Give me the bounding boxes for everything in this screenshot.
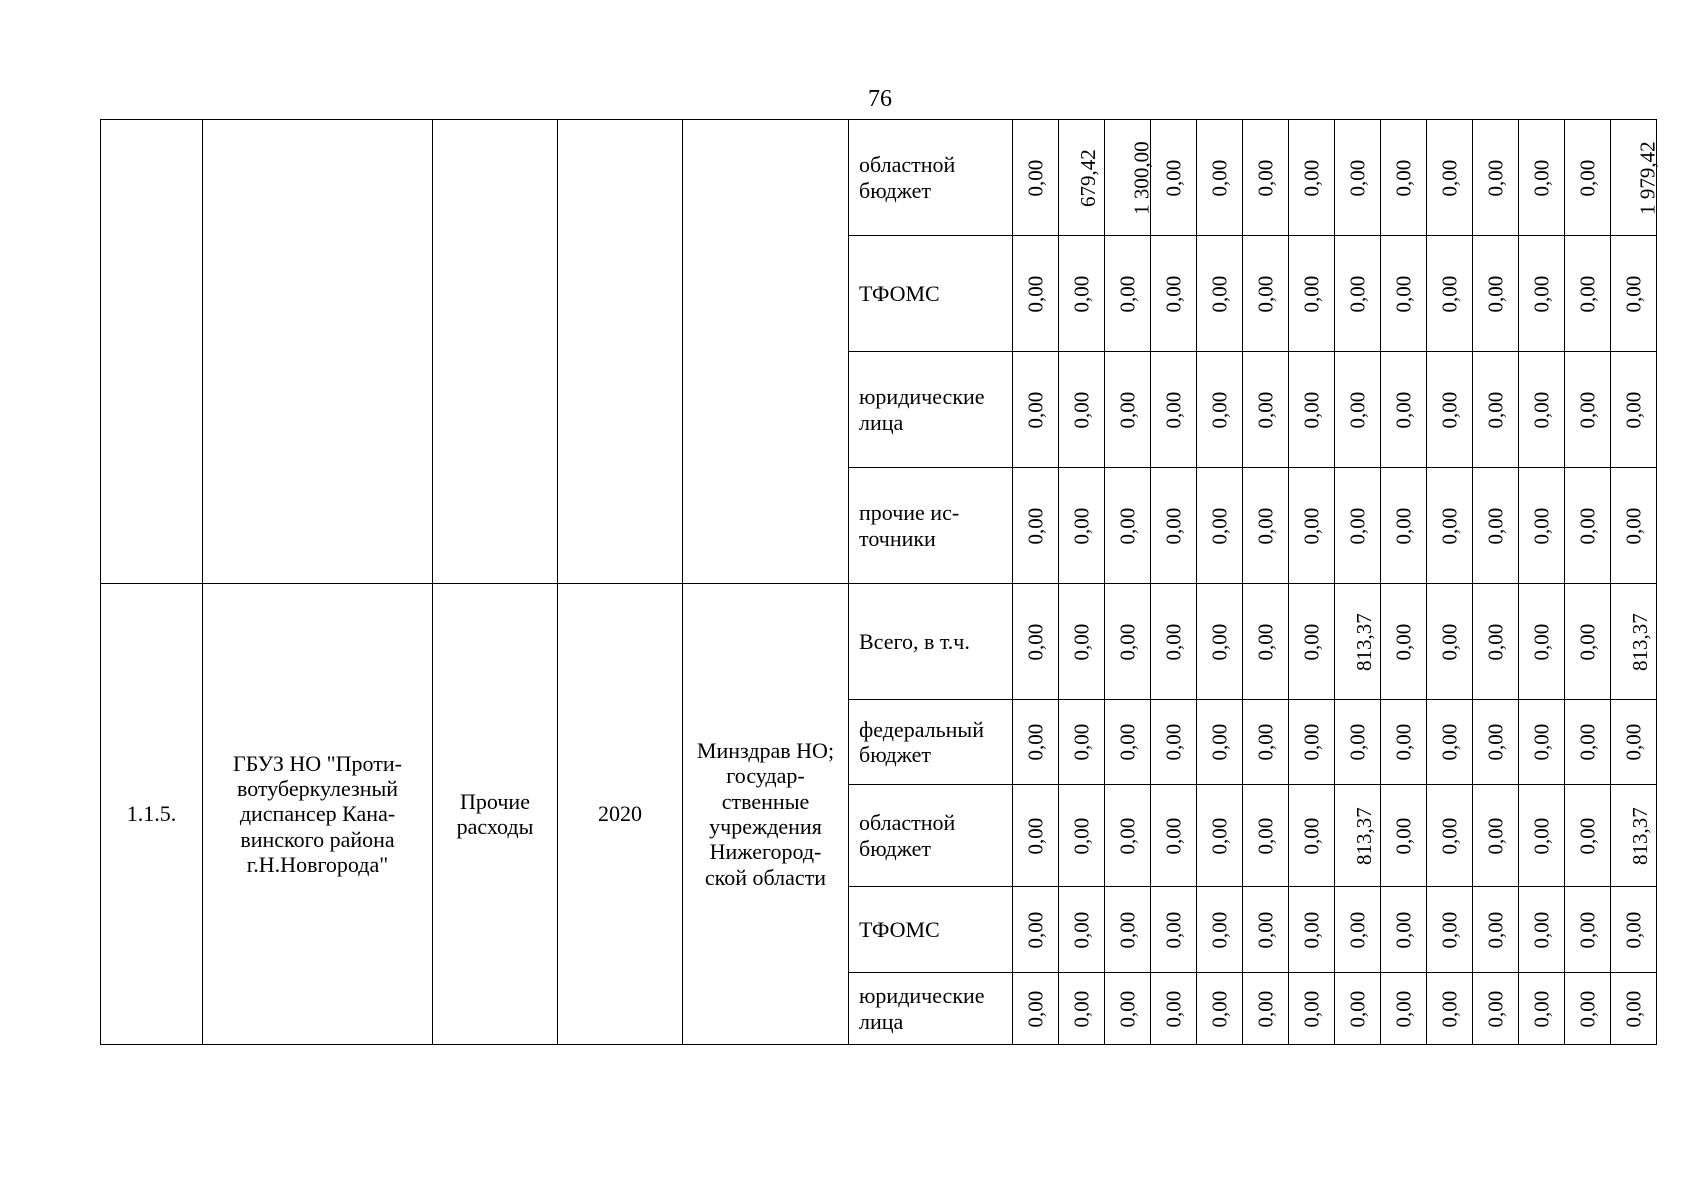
value-cell: 0,00 bbox=[1519, 887, 1565, 973]
total-cell: 0,00 bbox=[1611, 352, 1657, 468]
value-cell: 0,00 bbox=[1197, 236, 1243, 352]
value-cell: 0,00 bbox=[1473, 468, 1519, 584]
value-cell: 0,00 bbox=[1519, 785, 1565, 887]
value-cell: 0,00 bbox=[1105, 352, 1151, 468]
value-cell: 0,00 bbox=[1059, 468, 1105, 584]
value-cell: 0,00 bbox=[1105, 584, 1151, 700]
value-cell: 0,00 bbox=[1565, 120, 1611, 236]
value-cell: 0,00 bbox=[1289, 584, 1335, 700]
value-cell: 0,00 bbox=[1197, 700, 1243, 785]
value-cell: 0,00 bbox=[1289, 468, 1335, 584]
value-cell: 0,00 bbox=[1335, 973, 1381, 1045]
value-cell: 0,00 bbox=[1197, 352, 1243, 468]
value-cell: 0,00 bbox=[1565, 785, 1611, 887]
value-cell: 0,00 bbox=[1243, 236, 1289, 352]
value-cell: 0,00 bbox=[1197, 584, 1243, 700]
value-cell: 0,00 bbox=[1565, 887, 1611, 973]
value-cell: 0,00 bbox=[1013, 120, 1059, 236]
value-cell: 0,00 bbox=[1105, 887, 1151, 973]
total-cell: 0,00 bbox=[1611, 700, 1657, 785]
year-cell-empty bbox=[558, 120, 683, 584]
value-cell: 0,00 bbox=[1243, 785, 1289, 887]
value-cell: 0,00 bbox=[1565, 584, 1611, 700]
table-row bbox=[101, 584, 1657, 700]
value-cell: 813,37 bbox=[1335, 584, 1381, 700]
value-cell: 0,00 bbox=[1059, 352, 1105, 468]
value-cell: 0,00 bbox=[1565, 468, 1611, 584]
value-cell: 0,00 bbox=[1151, 120, 1197, 236]
value-cell: 0,00 bbox=[1565, 352, 1611, 468]
value-cell: 0,00 bbox=[1335, 700, 1381, 785]
value-cell: 0,00 bbox=[1519, 973, 1565, 1045]
value-cell: 0,00 bbox=[1289, 700, 1335, 785]
expense-cell-empty bbox=[433, 120, 558, 584]
executor-cell-empty bbox=[683, 120, 849, 584]
value-cell: 0,00 bbox=[1427, 468, 1473, 584]
value-cell: 0,00 bbox=[1335, 887, 1381, 973]
value-cell: 0,00 bbox=[1519, 584, 1565, 700]
value-cell: 0,00 bbox=[1243, 973, 1289, 1045]
value-cell: 0,00 bbox=[1013, 785, 1059, 887]
value-cell: 0,00 bbox=[1381, 887, 1427, 973]
value-cell: 0,00 bbox=[1519, 468, 1565, 584]
value-cell: 0,00 bbox=[1059, 584, 1105, 700]
value-cell: 0,00 bbox=[1565, 973, 1611, 1045]
value-cell: 0,00 bbox=[1427, 887, 1473, 973]
value-cell: 0,00 bbox=[1151, 887, 1197, 973]
budget-table bbox=[100, 119, 1660, 1045]
value-cell: 0,00 bbox=[1197, 120, 1243, 236]
value-cell: 0,00 bbox=[1473, 700, 1519, 785]
total-cell: 0,00 bbox=[1611, 887, 1657, 973]
value-cell: 0,00 bbox=[1243, 468, 1289, 584]
number-cell-empty bbox=[101, 120, 203, 584]
value-cell: 0,00 bbox=[1381, 785, 1427, 887]
value-cell: 0,00 bbox=[1381, 120, 1427, 236]
value-cell: 0,00 bbox=[1519, 236, 1565, 352]
value-cell: 0,00 bbox=[1151, 700, 1197, 785]
item-number: 1.1.5. bbox=[101, 584, 203, 1045]
value-cell: 0,00 bbox=[1151, 785, 1197, 887]
table-row bbox=[101, 120, 1657, 236]
total-cell: 0,00 bbox=[1611, 973, 1657, 1045]
value-cell: 0,00 bbox=[1427, 973, 1473, 1045]
value-cell: 0,00 bbox=[1289, 236, 1335, 352]
value-cell: 0,00 bbox=[1059, 236, 1105, 352]
value-cell: 0,00 bbox=[1427, 352, 1473, 468]
value-cell: 679,42 bbox=[1059, 120, 1105, 236]
value-cell: 813,37 bbox=[1335, 785, 1381, 887]
value-cell: 0,00 bbox=[1059, 785, 1105, 887]
value-cell: 0,00 bbox=[1473, 785, 1519, 887]
value-cell: 0,00 bbox=[1335, 468, 1381, 584]
value-cell: 0,00 bbox=[1105, 785, 1151, 887]
page-number: 76 bbox=[868, 86, 892, 112]
source-label: юридические лица bbox=[849, 352, 1013, 468]
total-cell: 0,00 bbox=[1611, 236, 1657, 352]
value-cell: 0,00 bbox=[1381, 468, 1427, 584]
value-cell: 0,00 bbox=[1151, 973, 1197, 1045]
value-cell: 0,00 bbox=[1013, 236, 1059, 352]
value-cell: 0,00 bbox=[1151, 468, 1197, 584]
value-cell: 0,00 bbox=[1105, 468, 1151, 584]
value-cell: 0,00 bbox=[1335, 352, 1381, 468]
item-year: 2020 bbox=[558, 584, 683, 1045]
value-cell: 0,00 bbox=[1197, 973, 1243, 1045]
value-cell: 0,00 bbox=[1427, 584, 1473, 700]
value-cell: 0,00 bbox=[1427, 785, 1473, 887]
value-cell: 0,00 bbox=[1289, 352, 1335, 468]
item-name: ГБУЗ НО "Проти-вотуберкулезный диспансер Кана-винского района г.Н.Новгорода" bbox=[203, 584, 433, 1045]
value-cell: 0,00 bbox=[1151, 236, 1197, 352]
total-cell: 813,37 bbox=[1611, 584, 1657, 700]
total-cell: 1 979,42 bbox=[1611, 120, 1657, 236]
total-cell: 813,37 bbox=[1611, 785, 1657, 887]
value-cell: 0,00 bbox=[1197, 785, 1243, 887]
value-cell: 0,00 bbox=[1059, 973, 1105, 1045]
source-label: прочие ис-точники bbox=[849, 468, 1013, 584]
source-label: федеральный бюджет bbox=[849, 700, 1013, 785]
value-cell: 0,00 bbox=[1197, 468, 1243, 584]
value-cell: 0,00 bbox=[1013, 352, 1059, 468]
value-cell: 0,00 bbox=[1059, 700, 1105, 785]
source-label: областной бюджет bbox=[849, 120, 1013, 236]
value-cell: 0,00 bbox=[1473, 352, 1519, 468]
value-cell: 0,00 bbox=[1473, 584, 1519, 700]
value-cell: 0,00 bbox=[1013, 584, 1059, 700]
value-cell: 0,00 bbox=[1565, 700, 1611, 785]
value-cell: 0,00 bbox=[1335, 120, 1381, 236]
value-cell: 0,00 bbox=[1381, 352, 1427, 468]
value-cell: 0,00 bbox=[1243, 120, 1289, 236]
value-cell: 0,00 bbox=[1105, 973, 1151, 1045]
executor: Минздрав НО; государ-ственные учреждения Нижегород-ской области bbox=[683, 584, 849, 1045]
value-cell: 1 300,00 bbox=[1105, 120, 1151, 236]
value-cell: 0,00 bbox=[1519, 352, 1565, 468]
value-cell: 0,00 bbox=[1427, 700, 1473, 785]
value-cell: 0,00 bbox=[1473, 120, 1519, 236]
value-cell: 0,00 bbox=[1151, 584, 1197, 700]
value-cell: 0,00 bbox=[1473, 887, 1519, 973]
value-cell: 0,00 bbox=[1473, 236, 1519, 352]
value-cell: 0,00 bbox=[1059, 887, 1105, 973]
value-cell: 0,00 bbox=[1381, 700, 1427, 785]
value-cell: 0,00 bbox=[1013, 973, 1059, 1045]
value-cell: 0,00 bbox=[1243, 584, 1289, 700]
value-cell: 0,00 bbox=[1289, 887, 1335, 973]
source-label: юридические лица bbox=[849, 973, 1013, 1045]
value-cell: 0,00 bbox=[1243, 700, 1289, 785]
value-cell: 0,00 bbox=[1473, 973, 1519, 1045]
value-cell: 0,00 bbox=[1519, 700, 1565, 785]
source-label: ТФОМС bbox=[849, 887, 1013, 973]
value-cell: 0,00 bbox=[1427, 120, 1473, 236]
value-cell: 0,00 bbox=[1013, 468, 1059, 584]
value-cell: 0,00 bbox=[1105, 700, 1151, 785]
value-cell: 0,00 bbox=[1381, 973, 1427, 1045]
value-cell: 0,00 bbox=[1243, 887, 1289, 973]
total-cell: 0,00 bbox=[1611, 468, 1657, 584]
name-cell-empty bbox=[203, 120, 433, 584]
value-cell: 0,00 bbox=[1427, 236, 1473, 352]
value-cell: 0,00 bbox=[1013, 700, 1059, 785]
source-label: Всего, в т.ч. bbox=[849, 584, 1013, 700]
expense-type: Прочие расходы bbox=[433, 584, 558, 1045]
value-cell: 0,00 bbox=[1381, 236, 1427, 352]
value-cell: 0,00 bbox=[1289, 120, 1335, 236]
value-cell: 0,00 bbox=[1151, 352, 1197, 468]
source-label: областной бюджет bbox=[849, 785, 1013, 887]
value-cell: 0,00 bbox=[1197, 887, 1243, 973]
value-cell: 0,00 bbox=[1565, 236, 1611, 352]
value-cell: 0,00 bbox=[1289, 973, 1335, 1045]
value-cell: 0,00 bbox=[1381, 584, 1427, 700]
value-cell: 0,00 bbox=[1243, 352, 1289, 468]
value-cell: 0,00 bbox=[1335, 236, 1381, 352]
value-cell: 0,00 bbox=[1105, 236, 1151, 352]
value-cell: 0,00 bbox=[1013, 887, 1059, 973]
source-label: ТФОМС bbox=[849, 236, 1013, 352]
value-cell: 0,00 bbox=[1289, 785, 1335, 887]
value-cell: 0,00 bbox=[1519, 120, 1565, 236]
